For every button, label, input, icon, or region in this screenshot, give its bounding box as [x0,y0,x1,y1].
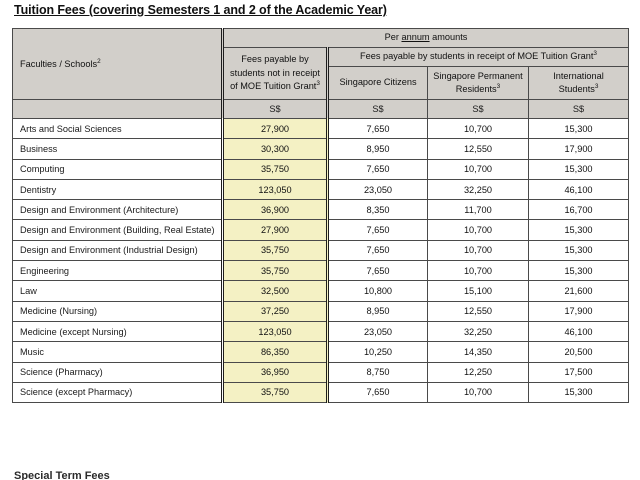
cell-fee-no-grant: 123,050 [223,321,328,341]
cell-fee-singapore-pr: 10,700 [428,220,529,240]
page-title: Tuition Fees (covering Semesters 1 and 2 of the Academic Year) [14,3,387,17]
cell-fee-no-grant: 32,500 [223,281,328,301]
footnote-marker-2: 2 [97,58,101,66]
header-sc-label: Singapore Citizens [339,77,417,88]
footnote-marker-3-nogrant: 3 [316,80,320,88]
faculty-label: Science (Pharmacy) [20,367,103,378]
cell-fee-international: 15,300 [529,382,629,402]
header-intl-label: International Students [553,70,604,94]
cell-fee-international: 16,700 [529,200,629,220]
cell-faculty [13,139,223,159]
per-annum-pre: Per [384,32,402,42]
currency-cell-no-grant: S$ [223,100,328,119]
cell-fee-international: 17,500 [529,362,629,382]
cell-fee-singapore-pr: 12,250 [428,362,529,382]
cell-faculty [13,261,223,281]
cell-fee-international: 15,300 [529,261,629,281]
faculty-label: Music [20,346,44,357]
cell-fee-singapore-citizen: 23,050 [328,179,428,199]
cell-faculty [13,281,223,301]
cell-fee-singapore-pr: 11,700 [428,200,529,220]
cell-fee-singapore-pr: 32,250 [428,321,529,341]
cell-fee-singapore-citizen: 7,650 [328,382,428,402]
cell-fee-international: 21,600 [529,281,629,301]
cell-fee-no-grant: 35,750 [223,382,328,402]
table-row [13,179,629,199]
cell-faculty [13,382,223,402]
cell-fee-international: 20,500 [529,342,629,362]
currency-cell-sc: S$ [328,100,428,119]
cell-fee-singapore-pr: 14,350 [428,342,529,362]
header-cell-singapore-citizens [328,66,428,100]
table-row [13,220,629,240]
cell-fee-no-grant: 27,900 [223,220,328,240]
cell-faculty [13,179,223,199]
cell-fee-no-grant: 35,750 [223,159,328,179]
cell-fee-singapore-citizen: 10,250 [328,342,428,362]
cell-fee-singapore-citizen: 8,950 [328,301,428,321]
cell-fee-singapore-pr: 10,700 [428,240,529,260]
faculty-label: Computing [20,164,65,175]
cell-fee-no-grant: 86,350 [223,342,328,362]
cell-faculty [13,220,223,240]
table-row [13,321,629,341]
cell-fee-no-grant: 30,300 [223,139,328,159]
footnote-marker-3-intl: 3 [594,82,599,90]
header-cell-grant [328,47,629,66]
cell-fee-international: 46,100 [529,179,629,199]
cell-fee-singapore-citizen: 7,650 [328,159,428,179]
table-row [13,342,629,362]
table-row [13,139,629,159]
header-row-per-annum [13,29,629,48]
cell-fee-singapore-citizen: 7,650 [328,118,428,138]
cell-fee-no-grant: 35,750 [223,261,328,281]
cell-fee-no-grant: 36,900 [223,200,328,220]
header-no-grant-label: Fees payable by students not in receipt of MOE Tuition Grant [230,54,320,92]
cell-faculty [13,200,223,220]
cell-fee-singapore-citizen: 8,350 [328,200,428,220]
cell-fee-no-grant: 27,900 [223,118,328,138]
faculty-label: Design and Environment (Industrial Design) [20,245,198,256]
cell-fee-singapore-citizen: 23,050 [328,321,428,341]
cell-fee-international: 15,300 [529,240,629,260]
cell-fee-singapore-citizen: 7,650 [328,220,428,240]
header-cell-no-grant [223,47,328,99]
table-row [13,261,629,281]
cell-faculty [13,240,223,260]
faculty-label: Design and Environment (Architecture) [20,204,179,215]
table-header [13,29,629,119]
table-row [13,301,629,321]
cell-fee-singapore-pr: 15,100 [428,281,529,301]
table-row [13,281,629,301]
footer-partial-text: Special Term Fees [14,470,110,480]
cell-fee-singapore-pr: 32,250 [428,179,529,199]
cell-fee-singapore-citizen: 7,650 [328,240,428,260]
cell-fee-international: 15,300 [529,220,629,240]
cell-fee-international: 15,300 [529,118,629,138]
header-cell-international [529,66,629,100]
cell-fee-singapore-pr: 10,700 [428,159,529,179]
cell-fee-singapore-pr: 10,700 [428,118,529,138]
header-cell-singapore-pr [428,66,529,100]
table-row [13,200,629,220]
cell-faculty [13,301,223,321]
table-row [13,382,629,402]
table-body [13,118,629,402]
cell-fee-international: 15,300 [529,159,629,179]
cell-fee-international: 17,900 [529,301,629,321]
cell-faculty [13,118,223,138]
faculty-label: Science (except Pharmacy) [20,387,133,398]
currency-cell-blank [13,100,223,119]
cell-fee-no-grant: 123,050 [223,179,328,199]
cell-faculty [13,362,223,382]
cell-fee-no-grant: 35,750 [223,240,328,260]
cell-fee-singapore-citizen: 7,650 [328,261,428,281]
faculty-label: Engineering [20,265,70,276]
faculty-label: Medicine (Nursing) [20,306,98,317]
header-spr-label: Singapore Permanent Residents [433,70,523,94]
per-annum-underlined: annum [401,32,430,42]
faculty-label: Medicine (except Nursing) [20,326,127,337]
cell-faculty [13,321,223,341]
currency-cell-spr: S$ [428,100,529,119]
faculty-label: Dentistry [20,184,57,195]
footnote-marker-3-spr: 3 [496,82,501,90]
faculty-label: Business [20,143,58,154]
table-row [13,159,629,179]
header-cell-per-annum [223,29,629,48]
cell-fee-international: 46,100 [529,321,629,341]
cell-fee-singapore-pr: 10,700 [428,261,529,281]
cell-fee-singapore-citizen: 8,750 [328,362,428,382]
table-row [13,118,629,138]
faculty-label: Arts and Social Sciences [20,123,122,134]
header-row-currency [13,100,629,119]
table-row [13,362,629,382]
cell-faculty [13,342,223,362]
cell-fee-international: 17,900 [529,139,629,159]
header-cell-faculties [13,29,223,100]
faculty-label: Design and Environment (Building, Real Estate) [20,225,215,236]
header-grant-label: Fees payable by students in receipt of MOE Tuition Grant [360,50,594,61]
header-faculties-label: Faculties / Schools [20,59,98,70]
table-row [13,240,629,260]
footnote-marker-3-grant: 3 [593,49,597,57]
cell-fee-singapore-pr: 10,700 [428,382,529,402]
cell-fee-no-grant: 37,250 [223,301,328,321]
cell-fee-singapore-pr: 12,550 [428,301,529,321]
cell-fee-singapore-pr: 12,550 [428,139,529,159]
cell-fee-no-grant: 36,950 [223,362,328,382]
cell-faculty [13,159,223,179]
cell-fee-singapore-citizen: 8,950 [328,139,428,159]
faculty-label: Law [20,286,37,296]
tuition-fees-table-container [12,28,628,403]
currency-cell-intl: S$ [529,100,629,119]
cell-fee-singapore-citizen: 10,800 [328,281,428,301]
tuition-fees-table [12,28,629,403]
per-annum-post: amounts [429,32,468,42]
